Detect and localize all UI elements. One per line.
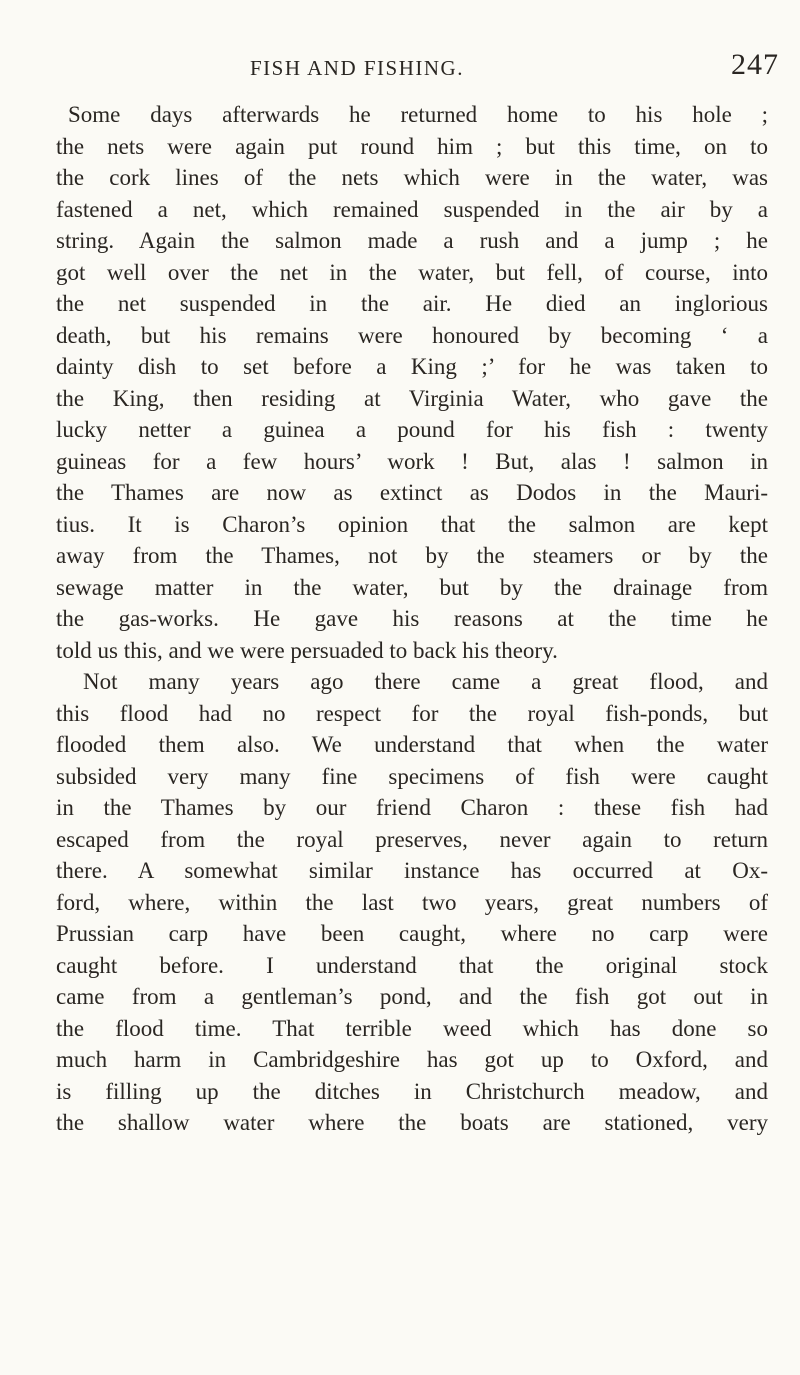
text-line: got well over the net in the water, but fell, of course, into [56, 259, 768, 285]
text-line: sewage matter in the water, but by the drainage from [56, 574, 768, 600]
text-line: Prussian carp have been caught, where no carp were [56, 921, 768, 946]
text-line: this flood had no respect for the royal fish-ponds, but [56, 700, 768, 726]
text-line: subsided very many fine specimens of fish were caught [56, 763, 768, 789]
text-line: in the Thames by our friend Charon : these fish had [56, 795, 768, 820]
text-line: away from the Thames, not by the steamers or by the [56, 543, 768, 568]
text-line: Some days afterwards he returned home to his hole ; [68, 102, 768, 127]
text-line: the net suspended in the air. He died an inglorious [56, 291, 768, 316]
text-line: death, but his remains were honoured by becoming ‘ a [56, 322, 768, 348]
text-line: fastened a net, which remained suspended in the air by a [56, 196, 768, 222]
page-number: 247 [731, 48, 779, 81]
text-line: dainty dish to set before a King ;’ for he was taken to [56, 354, 768, 379]
text-line: is filling up the ditches in Christchurch meadow, and [56, 1078, 768, 1104]
text-line: tius. It is Charon’s opinion that the salmon are kept [56, 511, 768, 537]
text-line: caught before. I understand that the original stock [56, 952, 768, 978]
text-line: guineas for a few hours’ work ! But, alas ! salmon in [56, 448, 768, 474]
text-line: lucky netter a guinea a pound for his fish : twenty [56, 417, 768, 442]
text-line: the flood time. That terrible weed which has done so [56, 1015, 768, 1041]
text-line: Not many years ago there came a great flood, and [83, 669, 768, 694]
text-line: the gas-works. He gave his reasons at the time he [56, 606, 768, 631]
text-line: ford, where, within the last two years, great numbers of [56, 889, 768, 915]
text-line: the Thames are now as extinct as Dodos in the Mauri- [56, 480, 768, 505]
text-line: the cork lines of the nets which were in the water, was [56, 165, 768, 190]
text-line: string. Again the salmon made a rush and a jump ; he [56, 228, 768, 253]
text-line: told us this, and we were persuaded to back his theory. [56, 637, 558, 663]
text-line: came from a gentleman’s pond, and the fish got out in [56, 984, 768, 1009]
body-text [56, 99, 768, 1139]
text-line: the shallow water where the boats are stationed, very [56, 1110, 768, 1135]
text-line: much harm in Cambridgeshire has got up to Oxford, and [56, 1047, 768, 1072]
text-line: the nets were again put round him ; but this time, on to [56, 133, 768, 159]
text-line: there. A somewhat similar instance has occurred at Ox- [56, 858, 768, 883]
text-line: the King, then residing at Virginia Water, who gave the [56, 385, 768, 411]
text-line: escaped from the royal preserves, never again to return [56, 826, 768, 852]
running-title: FISH AND FISHING. [250, 56, 464, 80]
text-line: flooded them also. We understand that when the water [56, 732, 768, 757]
